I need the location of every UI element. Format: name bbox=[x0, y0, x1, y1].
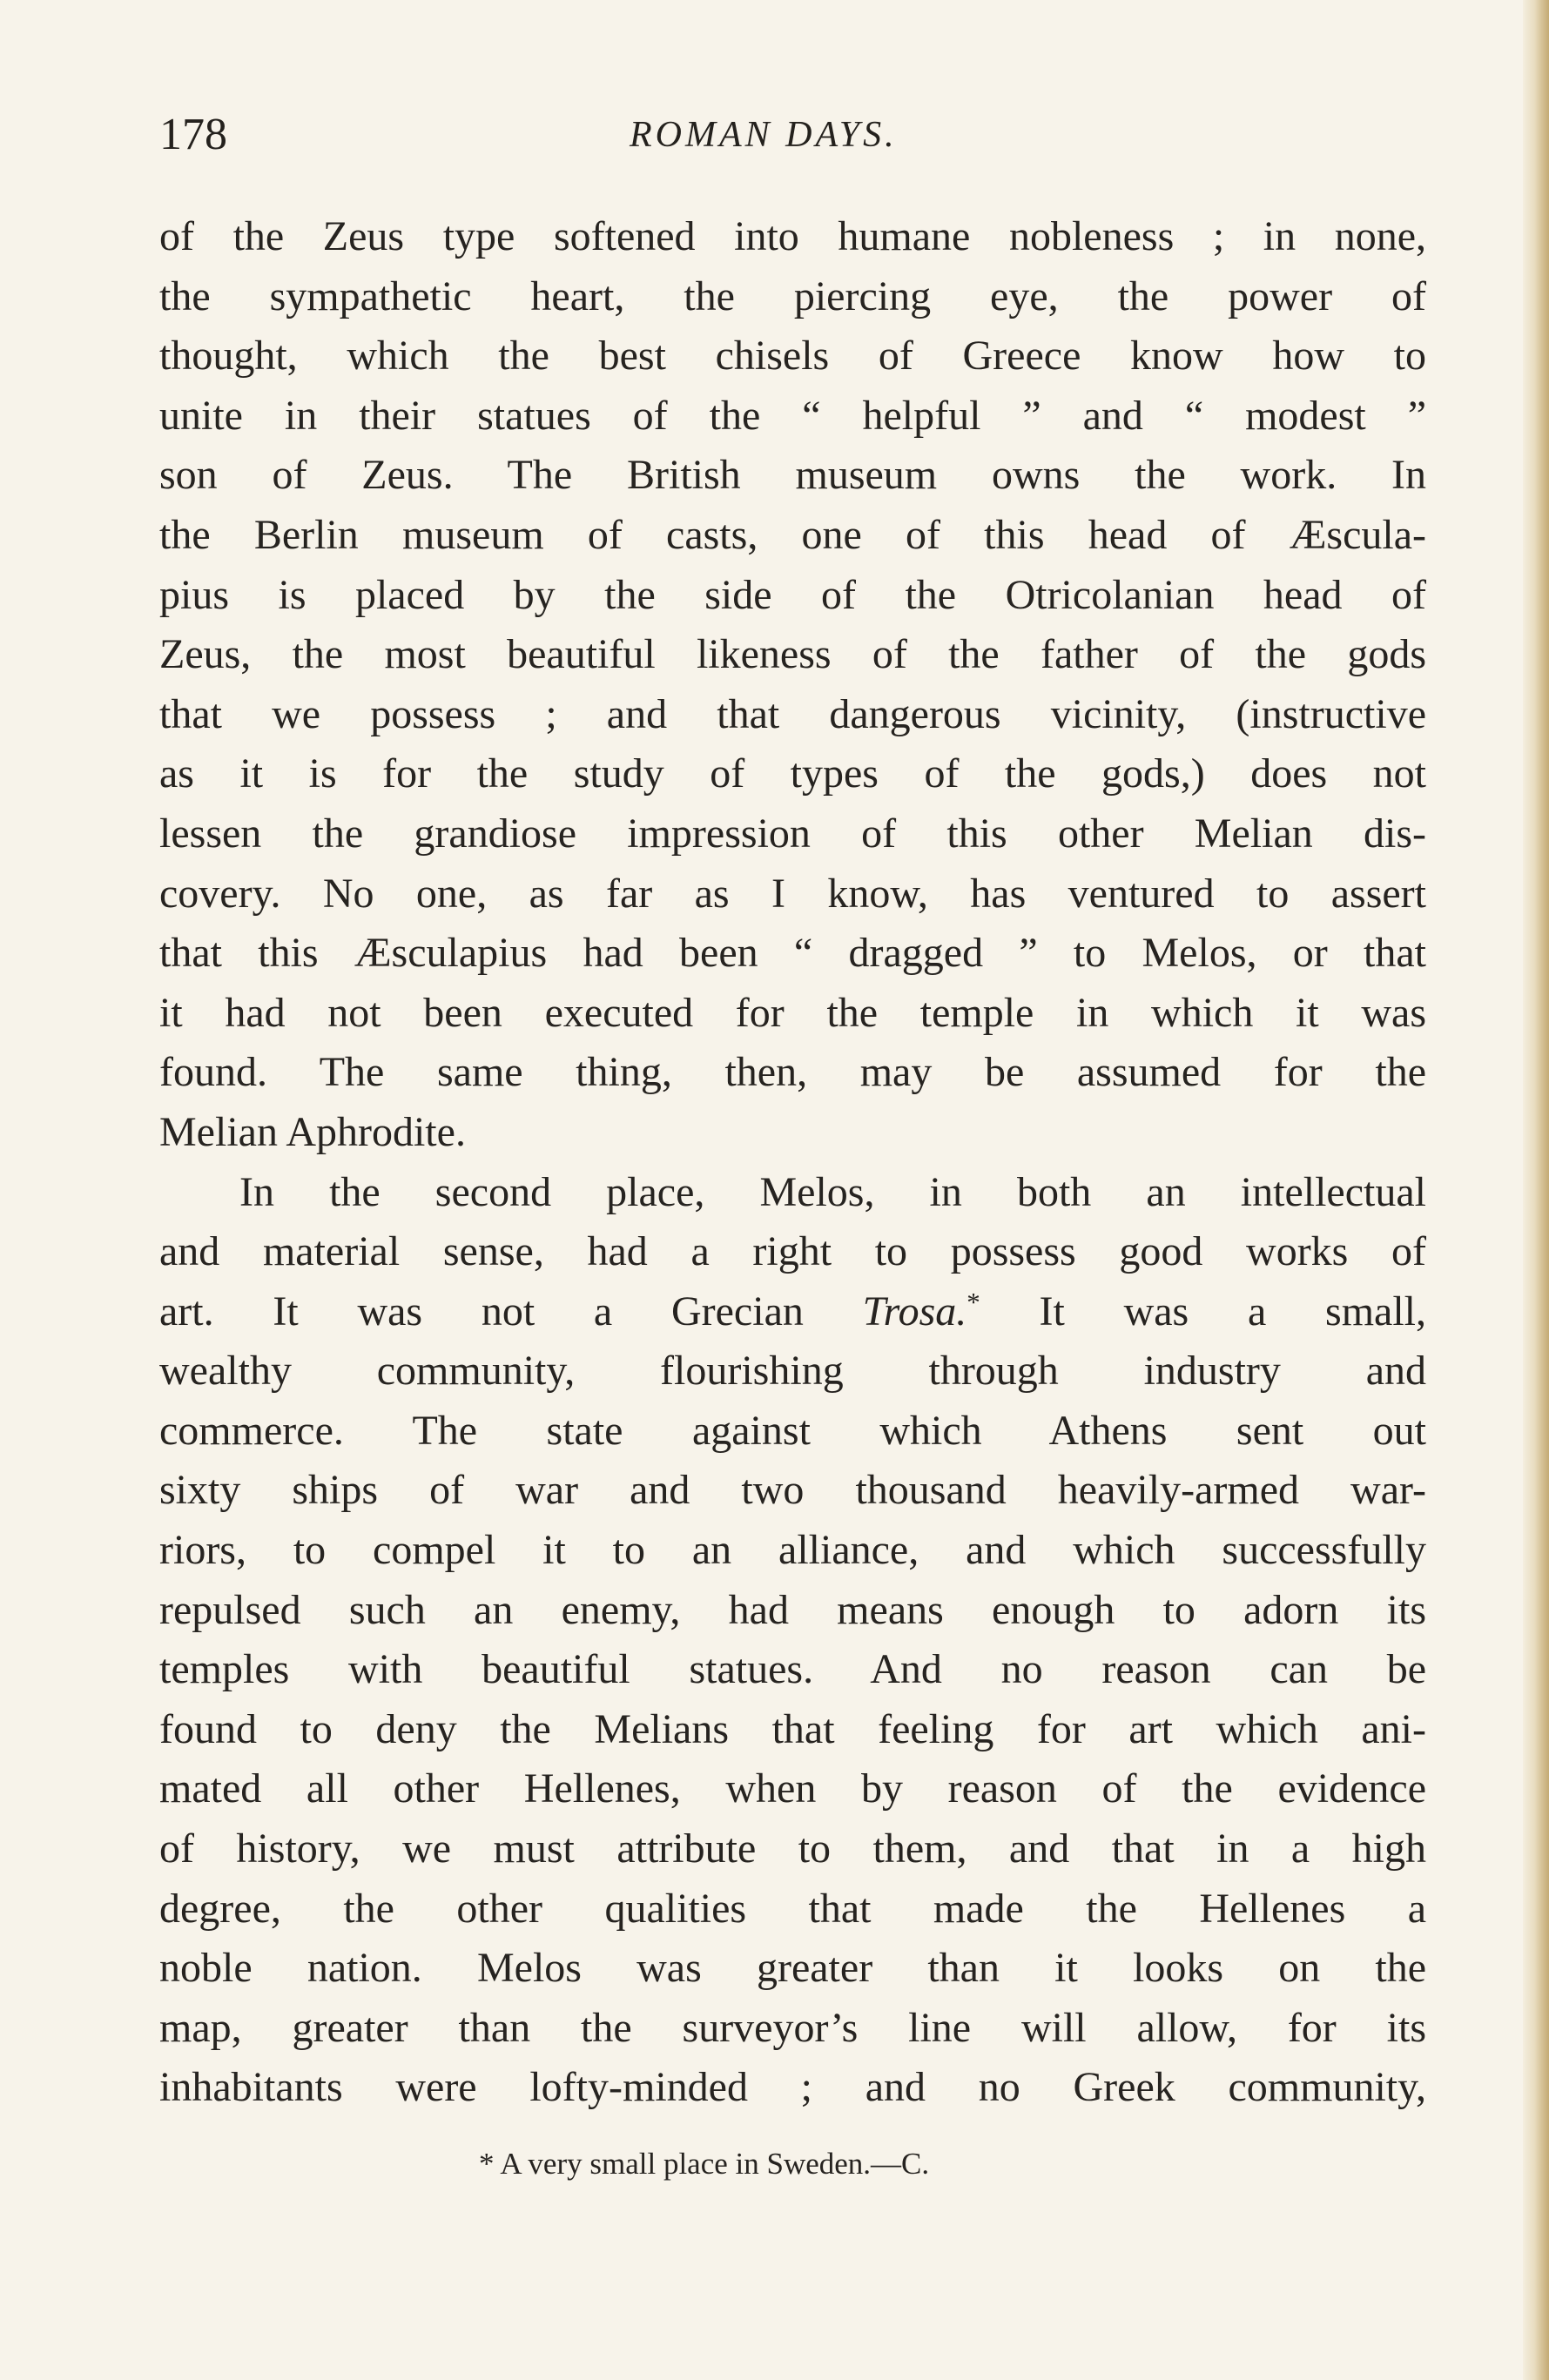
text-line: Zeus, the most beautiful likeness of the father of the gods bbox=[159, 631, 1426, 678]
text-line: that we possess ; and that dangerous vicinity, (instructive bbox=[159, 690, 1426, 737]
emphasized-word: Trosa. bbox=[862, 1287, 967, 1335]
text-line: riors, to compel it to an alliance, and which successfully bbox=[159, 1527, 1426, 1574]
text-line: the Berlin museum of casts, one of this head of Æscula- bbox=[159, 511, 1426, 558]
text-line: sixty ships of war and two thousand heavily-armed war- bbox=[159, 1467, 1426, 1514]
text-line: it had not been executed for the temple in which it was bbox=[159, 989, 1426, 1036]
text-line: of history, we must attribute to them, and that in a high bbox=[159, 1825, 1426, 1872]
text-line: lessen the grandiose impression of this other Melian dis- bbox=[159, 810, 1426, 857]
text-line: degree, the other qualities that made the Hellenes a bbox=[159, 1885, 1426, 1932]
text-line: Melian Aphrodite. bbox=[159, 1108, 466, 1155]
text-line: found to deny the Melians that feeling for art which ani- bbox=[159, 1705, 1426, 1752]
text-line: commerce. The state against which Athens sent out bbox=[159, 1407, 1426, 1454]
text-line: the sympathetic heart, the piercing eye, the power of bbox=[159, 272, 1426, 319]
footnote-text: A very small place in Sweden.—C. bbox=[500, 2147, 930, 2181]
text-line: mated all other Hellenes, when by reason of the evidence bbox=[159, 1765, 1426, 1812]
page-number: 178 bbox=[159, 110, 227, 159]
page-edge-shadow bbox=[1523, 0, 1549, 2380]
text-line: inhabitants were lofty-minded ; and no Greek community, bbox=[159, 2064, 1426, 2111]
footnote-reference: * bbox=[966, 1286, 980, 1317]
text-line: noble nation. Melos was greater than it looks on the bbox=[159, 1945, 1426, 1992]
footnote-marker: * bbox=[479, 2147, 495, 2181]
running-title: ROMAN DAYS. bbox=[630, 115, 898, 155]
body-text bbox=[159, 207, 1426, 2118]
text-line: In the second place, Melos, in both an intellectual bbox=[239, 1168, 1426, 1215]
text-line: map, greater than the surveyor’s line will allow, for its bbox=[159, 2004, 1426, 2051]
footnote bbox=[479, 2140, 929, 2188]
text-line: son of Zeus. The British museum owns the work. In bbox=[159, 452, 1426, 499]
text-line: as it is for the study of types of the gods,) does not bbox=[159, 750, 1426, 797]
text-line: that this Æsculapius had been “ dragged ” to Melos, or that bbox=[159, 930, 1426, 977]
text-line: repulsed such an enemy, had means enough to adorn its bbox=[159, 1586, 1426, 1633]
text-line: wealthy community, flourishing through industry and bbox=[159, 1348, 1426, 1395]
page-header bbox=[159, 104, 1431, 165]
text-segment: art. It was not a Grecian bbox=[159, 1287, 804, 1335]
text-line: found. The same thing, then, may be assumed for the bbox=[159, 1049, 1426, 1096]
text-line: covery. No one, as far as I know, has ventured to assert bbox=[159, 870, 1426, 917]
text-line: thought, which the best chisels of Greece know how to bbox=[159, 333, 1426, 380]
text-line: unite in their statues of the “ helpful ” and “ modest ” bbox=[159, 392, 1426, 439]
text-line: of the Zeus type softened into humane nobleness ; in none, bbox=[159, 213, 1426, 259]
text-line-with-footnote bbox=[159, 1282, 1426, 1342]
text-line: and material sense, had a right to possess good works of bbox=[159, 1228, 1426, 1275]
text-segment: It was a small, bbox=[1039, 1287, 1427, 1335]
text-line: pius is placed by the side of the Otricolanian head of bbox=[159, 571, 1426, 618]
text-line: temples with beautiful statues. And no reason can be bbox=[159, 1646, 1426, 1693]
